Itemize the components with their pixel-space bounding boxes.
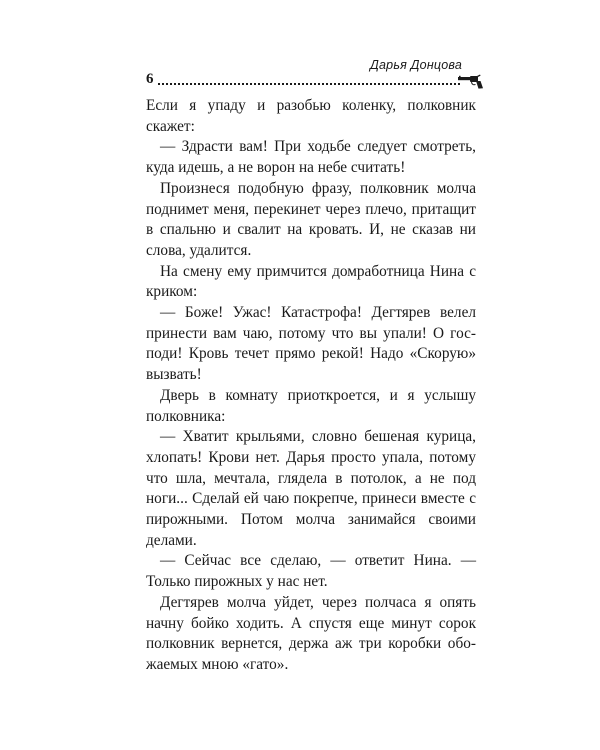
- author-name: Дарья Донцова: [370, 58, 462, 72]
- paragraph: — Здрасти вам! При ходьбе следует смотреть, куда идешь, а не ворон на небе считать!: [146, 138, 476, 177]
- paragraph: — Хватит крыльями, словно бешеная курица, хлопать! Крови нет. Дарья просто упала, потому что шла, мечтала, глядела в потолок, а не под ноги... Сделай ей чаю покрепче, принеси вместе с пирожными. Потом молча занимайся своими делами.: [146, 428, 476, 549]
- running-header: [146, 58, 484, 90]
- body-text: [146, 96, 476, 676]
- paragraph: Дверь в комнату приоткроется, и я услышу полковника:: [146, 386, 476, 425]
- paragraph: На смену ему примчится домработница Нина с криком:: [146, 262, 476, 301]
- page-number: 6: [146, 71, 154, 87]
- paragraph: Дегтярев молча уйдет, через полчаса я опять начну бойко ходить. А спустя еще минут сорок полковник вернется, держа аж три коробки обожаемых мною «гато».: [146, 593, 476, 673]
- dotted-leader: [158, 83, 460, 85]
- paragraph: Если я упаду и разобью коленку, полковник скажет:: [146, 97, 476, 135]
- revolver-icon: [458, 74, 484, 89]
- paragraph: — Сейчас все сделаю, — ответит Нина. — Только пирожных у нас нет.: [146, 552, 476, 591]
- paragraph: — Боже! Ужас! Катастрофа! Дегтярев велел принести вам чаю, потому что вы упали! О господи! Кровь течет прямо рекой! Надо «Скорую» вызвать!: [146, 304, 476, 384]
- paragraph: Произнеся подобную фразу, полковник молча поднимет меня, перекинет через плечо, притащит в спальню и свалит на кровать. И, не сказав ни слова, удалится.: [146, 179, 476, 259]
